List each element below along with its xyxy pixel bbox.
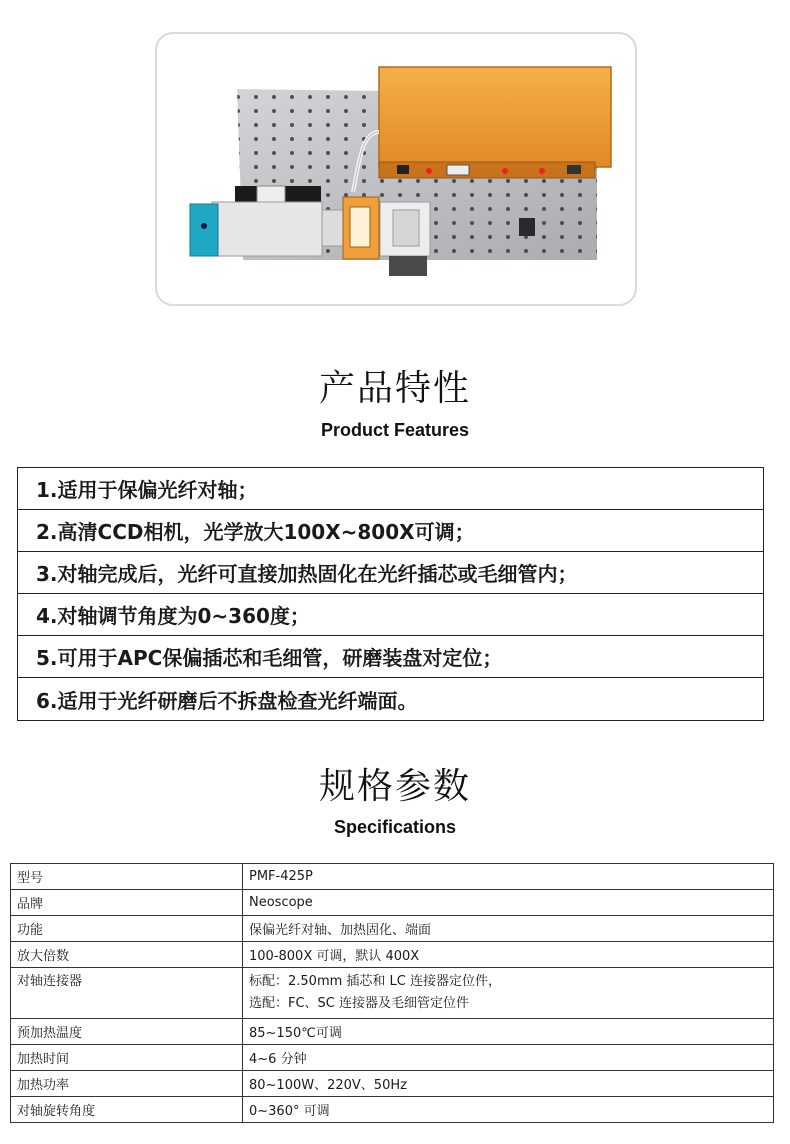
spec-value: 100-800X 可调，默认 400X <box>243 942 774 968</box>
spec-key: 型号 <box>11 864 243 890</box>
feature-item: 4.对轴调节角度为0~360度； <box>18 594 763 636</box>
table-row <box>11 1097 774 1123</box>
table-row <box>11 890 774 916</box>
table-row <box>11 1071 774 1097</box>
features-title-zh: 产品特性 <box>318 368 471 409</box>
specs-table <box>10 863 774 1123</box>
table-row <box>11 1045 774 1071</box>
spec-key: 加热时间 <box>11 1045 243 1071</box>
spec-key: 对轴旋转角度 <box>11 1097 243 1123</box>
spec-value: 4~6 分钟 <box>243 1045 774 1071</box>
features-title-en: Product Features <box>320 420 470 440</box>
spec-key: 预加热温度 <box>11 1019 243 1045</box>
product-photo-frame <box>155 32 637 306</box>
spec-value-line: 选配：FC、SC 连接器及毛细管定位件 <box>249 996 470 1011</box>
spec-value-multiline <box>243 968 774 1019</box>
feature-item: 6.适用于光纤研磨后不拆盘检查光纤端面。 <box>36 688 418 713</box>
spec-key: 加热功率 <box>11 1071 243 1097</box>
table-row <box>11 916 774 942</box>
feature-item: 2.高清CCD相机，光学放大100X~800X可调； <box>18 510 763 552</box>
spec-value: Neoscope <box>243 890 774 916</box>
table-row <box>11 1019 774 1045</box>
spec-value: 85~150℃可调 <box>243 1019 774 1045</box>
spec-key: 品牌 <box>11 890 243 916</box>
controller-box <box>379 67 611 167</box>
spec-key: 对轴连接器 <box>11 968 243 1019</box>
spec-key: 放大倍数 <box>11 942 243 968</box>
feature-item: 3.对轴完成后，光纤可直接加热固化在光纤插芯或毛细管内； <box>18 552 763 594</box>
spec-value: 0~360° 可调 <box>243 1097 774 1123</box>
feature-item: 5.可用于APC保偏插芯和毛细管，研磨装盘对定位； <box>18 636 763 678</box>
specs-title-en: Specifications <box>333 817 457 837</box>
spec-key: 功能 <box>11 916 243 942</box>
spec-value-line: 标配：2.50mm 插芯和 LC 连接器定位件， <box>249 974 501 989</box>
table-row <box>11 942 774 968</box>
specs-title-zh: 规格参数 <box>318 766 471 807</box>
table-row <box>11 968 774 1019</box>
spec-value: 保偏光纤对轴、加热固化、端面 <box>243 916 774 942</box>
product-photo <box>157 34 635 304</box>
spec-value: 80~100W、220V、50Hz <box>243 1071 774 1097</box>
features-list <box>17 467 764 721</box>
spec-value: PMF-425P <box>243 864 774 890</box>
table-row <box>11 864 774 890</box>
feature-item: 1.适用于保偏光纤对轴； <box>18 468 763 510</box>
